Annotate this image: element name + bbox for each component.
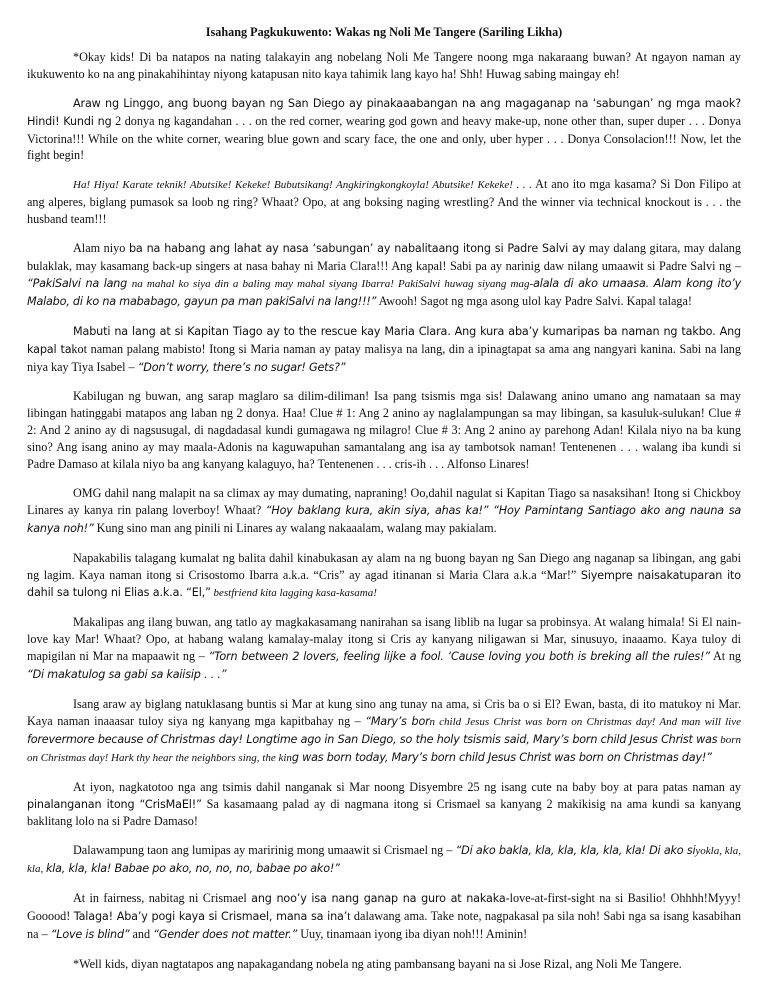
paragraph-8-text-a: Napakabilis talagang kumalat ng balita dahil kinabukasan ay alam na ng buong bayan ng San Diego ang naganap sa libingan, ang gabi ng lagim. Kaya naman itong si Crisostomo Ibarra a.k.a. “Cris” ay agad itinanan si Maria Clara a.k.a “Mar!” — [27, 550, 741, 582]
paragraph-10 — [27, 696, 741, 767]
paragraph-7-text-c: Kung sino man ang pinili ni Linares ay walang nakaaalam, walang may pakialam. — [93, 520, 497, 535]
paragraph-6: Kabilugan ng buwan, ang sarap maglaro sa dilim-diliman! Isa pang tsismis mga sis! Dalawang anino umano ang namataan sa may libingan hatinggabi matapos ang laban ng 2 donya. Haa! Clue # 1: Ang 2 anino ay naglalampungan sa may libingan, sa kasuluk-sulukan! Clue # 2: And 2 anino ay di nagsusugal, di nagdadasal kundi gumagawa ng milagro! Clue # 3: Ang 2 anino ay parehong Adan! Kilala niyo na ba kung sino? Ang isang anino ay may maala-Adonis na kaguwapuhan samantalang ang isa ay tambotsok naman! Tentenenen . . . walang iba kundi si Padre Damaso at kilala niyo ba ang kanyang kalaguyo, ha? Tentenenen . . . cris-ih . . . Alfonso Linares! — [27, 389, 741, 472]
paragraph-13-quote-b: “Gender does not matter.” — [153, 927, 298, 941]
paragraph-9-text-c: At ng — [709, 649, 742, 664]
paragraph-4-text-c: may dalang gitara, may dalang bulaklak, may kasamang back-up singers at nasa bahay ni Maria Clara!!! Ang kapal! Sabi pa ay narinig daw nilang umaawit si Padre Salvi ng – — [27, 241, 741, 273]
paragraph-4-song-a: “PakiSalvi na lang — [27, 276, 132, 290]
paragraph-10-text-a: Isang araw ay biglang natuklasang buntis si Mar at kung sino ang tunay na ama, si Cris ba o si El? Ewan, basta, di ito matukoy ni Mar. Kaya naman inaaasar tuloy siya ng kanyang mga kapitbahay ng – — [27, 697, 741, 728]
paragraph-7-quote: “Hoy baklang kura, akin siya, ahas ka!” “Hoy Pamintang Santiago ako ang nauna sa kanya noh!” — [27, 503, 741, 535]
paragraph-9-text-a: Makalipas ang ilang buwan, ang tatlo ay magkakasamang nanirahan sa isang liblib na lugar sa probinsya. At walang himala! Si El nain-love kay Mar! Whaat? Opo, at habang walang kamalay-malay itong si Cris ay kanyang niligawan si Mar, sinusuyo, inaaamo. Kaya tuloy di mapigilan ni Mar na mapaawit ng – — [27, 615, 741, 664]
paragraph-12-song-c: kla, kla, kla! Babae po ako, no, no, no, babae po ako!” — [45, 862, 340, 876]
paragraph-12 — [27, 842, 741, 878]
paragraph-5 — [27, 323, 741, 377]
paragraph-13-handwritten-b: Talaga! Aba’y pogi kaya si Crismael, mana sa ina’ — [73, 910, 348, 924]
paragraph-1: *Okay kids! Di ba natapos na nating talakayin ang nobelang Noli Me Tangere noong mga nakaraang buwan? At ngayon naman ay ikukuwento ko na ang pinakahihintay niyong katapusan nito kaya tahimik lang kayo ha! Shh! Huwag sabing maingay eh! — [27, 49, 741, 81]
paragraph-10-song-c: forevermore because of Christmas day! Longtime ago in San Diego, so the holy tsismis said, Mary’s born child Jesus Christ was — [27, 732, 718, 746]
paragraph-2-text: 2 donya ng kagandahan . . . on the red corner, wearing god gown and heavy make-up, none other than, super duper . . . Donya Victorina!!! While on the white corner, wearing blue gown and scary face, the one and only, uber hyper . . . Donya Consolacion!!! Now, let the fight begin! — [27, 113, 741, 163]
paragraph-12-song-b: yokla, kla, kla, — [27, 845, 741, 876]
paragraph-10-song-d: born on Christmas day! Hark thy hear the neighbors sing, the kin — [27, 733, 741, 764]
paragraph-8-handwritten: Siyempre naisakatuparan ito dahil sa tulong ni Elias a.k.a. “El,” — [27, 568, 741, 600]
paragraph-5-handwritten: Mabuti na lang at si Kapitan Tiago ay to the rescue kay Maria Clara. Ang kura aba’y kumaripas ba naman ng takbo. Ang kapal ta — [27, 324, 741, 356]
paragraph-14: *Well kids, diyan nagtatapos ang napakagandang nobela ng ating pambansang bayani na si Jose Rizal, ang Noli Me Tangere. — [73, 956, 682, 971]
paragraph-3 — [27, 176, 741, 228]
paragraph-13-quote-a: “Love is blind” — [50, 927, 130, 941]
paragraph-3-italic: Ha! Hiya! Karate teknik! Abutsike! Kekeke! Bubutsikang! Angkiringkongkoyla! Abutsike! Kekeke! . . . — [73, 179, 532, 192]
paragraph-12-song-a: “Di ako bakla, kla, kla, kla, kla, kla! Di ako si — [455, 844, 696, 858]
paragraph-10-song-e: g was born today, Mary’s born child Jesus Christ was born on Christmas day!” — [291, 750, 712, 764]
paragraph-12-text-a: Dalawampung taon ang lumipas ay maririnig mong umaawit si Crismael ng – — [73, 843, 456, 858]
paragraph-4-song-c: alala di ako umaasa. Alam kong ito’y Malabo, di ko na mababago, gayun pa man pakiSalvi na lang!!!” — [27, 276, 742, 308]
paragraph-4-text-a: Alam niyo — [73, 241, 129, 256]
paragraph-5-quote: “Don’t worry, there’s no sugar! Gets?” — [137, 360, 346, 374]
paragraph-13 — [27, 890, 741, 944]
paragraph-11-text-c: Sa kasamaang palad ay di nagmana itong si Crismael sa kanyang 2 makikisig na ama kundi sa kanyang baklitang lolo na si Padre Damaso! — [27, 796, 741, 829]
paragraph-13-handwritten-a: ang noo’y isa nang ganap na guro at nakaka — [251, 892, 506, 906]
paragraph-9-song-a: “Torn between 2 lovers, feeling lijke a fool. ‘Cause loving you both is breking all the rules!” — [208, 650, 710, 664]
paragraph-13-text-g: and — [129, 926, 154, 941]
paragraph-2-handwritten: Araw ng Linggo, ang buong bayan ng San Diego ay pinakaaabangan na ang magaganap na ‘sabungan’ ng mga maok? Hindi! Kundi ng — [27, 96, 741, 128]
paragraph-11-text-a: At iyon, nagkatotoo nga ang tsimis dahil nanganak si Mar noong Disyembre 25 ng isang cute na baby boy at para patas naman ay — [73, 779, 741, 794]
paragraph-7-text-a: OMG dahil nang malapit na sa climax ay may dumating, napraning! Oo,dahil nagulat si Kapitan Tiago sa nasaksihan! Itong si Chickboy Linares ay kanya rin palang loverboy! Whaat? — [27, 485, 741, 517]
paragraph-13-text-e: t dalawang ama. Take note, nagpakasal pa sila noh! Sabi nga sa isang kasabihan na – — [27, 909, 741, 941]
paragraph-7 — [27, 485, 741, 538]
paragraph-11 — [27, 779, 741, 831]
paragraph-3-text: At ano ito mga kasama? Si Don Filipo at ang alperes, biglang pumasok sa loob ng ring? Whaat? Opo, at ang boksing naging wrestling? And the winner via technical knockout is . . . the husband team!!! — [27, 177, 741, 227]
paragraph-9-song-b: “Di makatulog sa gabi sa kaiisip . . .” — [27, 668, 227, 682]
paragraph-8 — [27, 550, 741, 603]
paragraph-13-text-c: -love-at-first-sight na si Basilio! Ohhhh!Myyy! Gooood! — [27, 891, 742, 924]
paragraph-2 — [27, 95, 741, 165]
paragraph-4-song-b: na mahal ko siya din a baling may mahal siyang Ibarra! PakiSalvi huwag siyang mag- — [131, 277, 534, 290]
paragraph-9 — [27, 614, 741, 684]
paragraph-11-handwritten: pinalanganan itong “CrisMaEl!” — [27, 797, 202, 811]
paragraph-8-italic: bestfriend kita lagging kasa-kasama! — [210, 587, 377, 600]
paragraph-5-text: kot naman palang mabisto! Itong si Maria naman ay patay malisya na lang, din a ipinagtapat sa ama ang nangyari kanina. Sabi na lang niya kay Tiya Isabel – — [27, 341, 741, 374]
paragraph-4 — [27, 240, 741, 311]
paragraph-10-song-a: “Mary’s bor — [365, 714, 430, 728]
document-title: Isahang Pagkukuwento: Wakas ng Noli Me Tangere (Sariling Likha) — [205, 25, 563, 39]
paragraph-10-song-b: n child Jesus Christ was born on Christmas day! And man will live — [429, 715, 742, 728]
paragraph-13-text-a: At in fairness, nabitag ni Crismael — [73, 891, 252, 906]
paragraph-4-text-g: Awooh! Sagot ng mga asong ulol kay Padre Salvi. Kapal talaga! — [376, 293, 692, 308]
paragraph-13-text-i: Uuy, tinamaan iyong iba diyan noh!!! Aminin! — [297, 926, 528, 941]
paragraph-4-handwritten: ba na habang ang lahat ay nasa ‘sabungan’ ay nabalitaang itong si Padre Salvi ay — [128, 242, 586, 256]
